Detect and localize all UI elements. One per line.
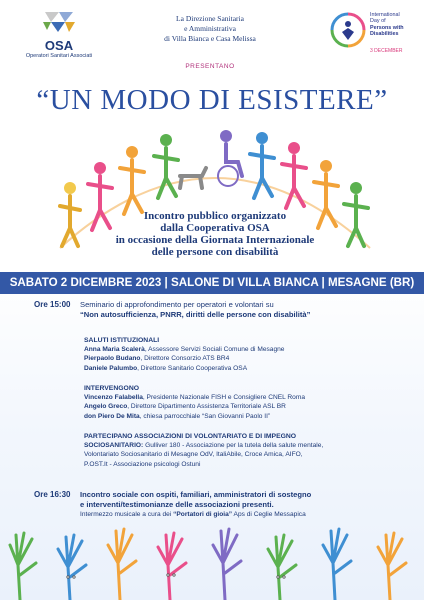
speaker-name: Vincenzo Falabella	[84, 394, 143, 402]
idpd-line: International	[370, 12, 400, 18]
speaker-role: , chiesa parrocchiale “San Giovanni Paolo II”	[139, 412, 271, 420]
date-venue-banner: SABATO 2 DICEMBRE 2023 | SALONE DI VILLA BIANCA | MESAGNE (BR)	[0, 272, 424, 294]
idpd-date: 3 DECEMBER	[370, 48, 403, 54]
event-description-line: Incontro pubblico organizzato	[143, 210, 287, 222]
osa-logo	[14, 10, 104, 59]
event-description-line: in occasione della Giornata Internazionale	[115, 234, 315, 246]
speaker-name: Angelo Greco	[84, 403, 128, 411]
music-group: “Portatori di gioia”	[173, 511, 233, 518]
seminar-second-line1: Incontro sociale con ospiti, familiari, amministratori di sostegno	[80, 490, 312, 499]
speaker-name: Anna Maria Scalerà	[84, 346, 145, 354]
idpd-text	[370, 12, 420, 38]
organizer-line: La Direzione Sanitaria	[176, 14, 244, 23]
seminar-second-line2: e interventi/testimonianze delle associazioni presenti.	[80, 500, 274, 509]
time-first-session: Ore 15:00	[34, 300, 71, 309]
event-description-line: dalla Cooperativa OSA	[160, 222, 270, 234]
idpd-logo	[328, 10, 418, 56]
speaker-row	[84, 402, 414, 411]
speaker-role: , Direttore Consorzio ATS BR4	[140, 355, 230, 363]
osa-subtitle: Operatori Sanitari Associati	[25, 53, 93, 59]
idpd-line: Disabilities	[370, 31, 399, 38]
presentano-label: PRESENTANO	[185, 63, 235, 70]
associazioni-section	[84, 432, 414, 469]
idpd-emblem-icon	[328, 10, 368, 54]
speaker-role: , Presidente Nazionale FISH e Consigliere CNEL Roma	[142, 394, 305, 402]
main-title: “UN MODO DI ESISTERE”	[36, 84, 388, 116]
idpd-line: Day of	[370, 18, 386, 25]
seminar-first	[80, 300, 400, 320]
associazioni-line: P.OST.It - Associazione psicologi Ostuni	[84, 460, 201, 468]
associazioni-line	[84, 441, 414, 450]
osa-logo-icon	[37, 10, 81, 40]
music-suffix: Aps di Ceglie Messapica	[232, 511, 306, 518]
speaker-name: Pierpaolo Budano	[84, 355, 141, 363]
speaker-row	[84, 412, 414, 421]
interventi-heading: INTERVENGONO	[84, 385, 140, 392]
seminar-first-line1: Seminario di approfondimento per operatori e volontari su	[80, 300, 274, 309]
interventi-section	[84, 384, 414, 421]
associazioni-text: Gulliver 180 - Associazione per la tutela della salute mentale,	[143, 442, 324, 450]
speaker-row	[84, 345, 414, 354]
music-prefix: Intermezzo musicale a cura dei	[80, 511, 174, 518]
event-description-line: delle persone con disabilità	[151, 246, 279, 258]
associazioni-line: Volontariato Sociosanitario di Mesagne OdV, ItaliAbile, Croce Amica, AIFO,	[84, 451, 303, 459]
associazioni-heading: PARTECIPANO ASSOCIAZIONI DI VOLONTARIATO E DI IMPEGNO	[84, 433, 297, 440]
event-description	[100, 210, 330, 258]
speaker-role: , Direttore Sanitario Cooperativa OSA	[137, 364, 248, 372]
organizer-block	[130, 14, 290, 44]
speaker-name: Daniele Palumbo	[84, 364, 138, 372]
speaker-row	[84, 354, 414, 363]
speaker-name: don Piero De Mita	[84, 412, 140, 420]
speaker-role: , Direttore Dipartimento Assistenza Territoriale ASL BR	[127, 403, 286, 411]
time-second-session: Ore 16:30	[34, 490, 71, 499]
speaker-row	[84, 393, 414, 402]
associazioni-label: SOCIOSANITARIO:	[84, 442, 144, 450]
seminar-first-line2: “Non autosufficienza, PNRR, diritti delle persone con disabilità”	[80, 310, 311, 319]
speaker-role: , Assessore Servizi Sociali Comune di Mesagne	[144, 346, 285, 354]
organizer-line: di Villa Bianca e Casa Melissa	[164, 34, 256, 43]
saluti-section	[84, 336, 414, 373]
saluti-heading: SALUTI ISTITUZIONALI	[84, 337, 160, 344]
hands-illustration	[0, 505, 424, 600]
organizer-line: e Amministrativa	[184, 24, 236, 33]
speaker-row	[84, 364, 414, 373]
idpd-line: Persons with	[370, 24, 404, 31]
osa-logo-text: OSA	[44, 38, 74, 53]
